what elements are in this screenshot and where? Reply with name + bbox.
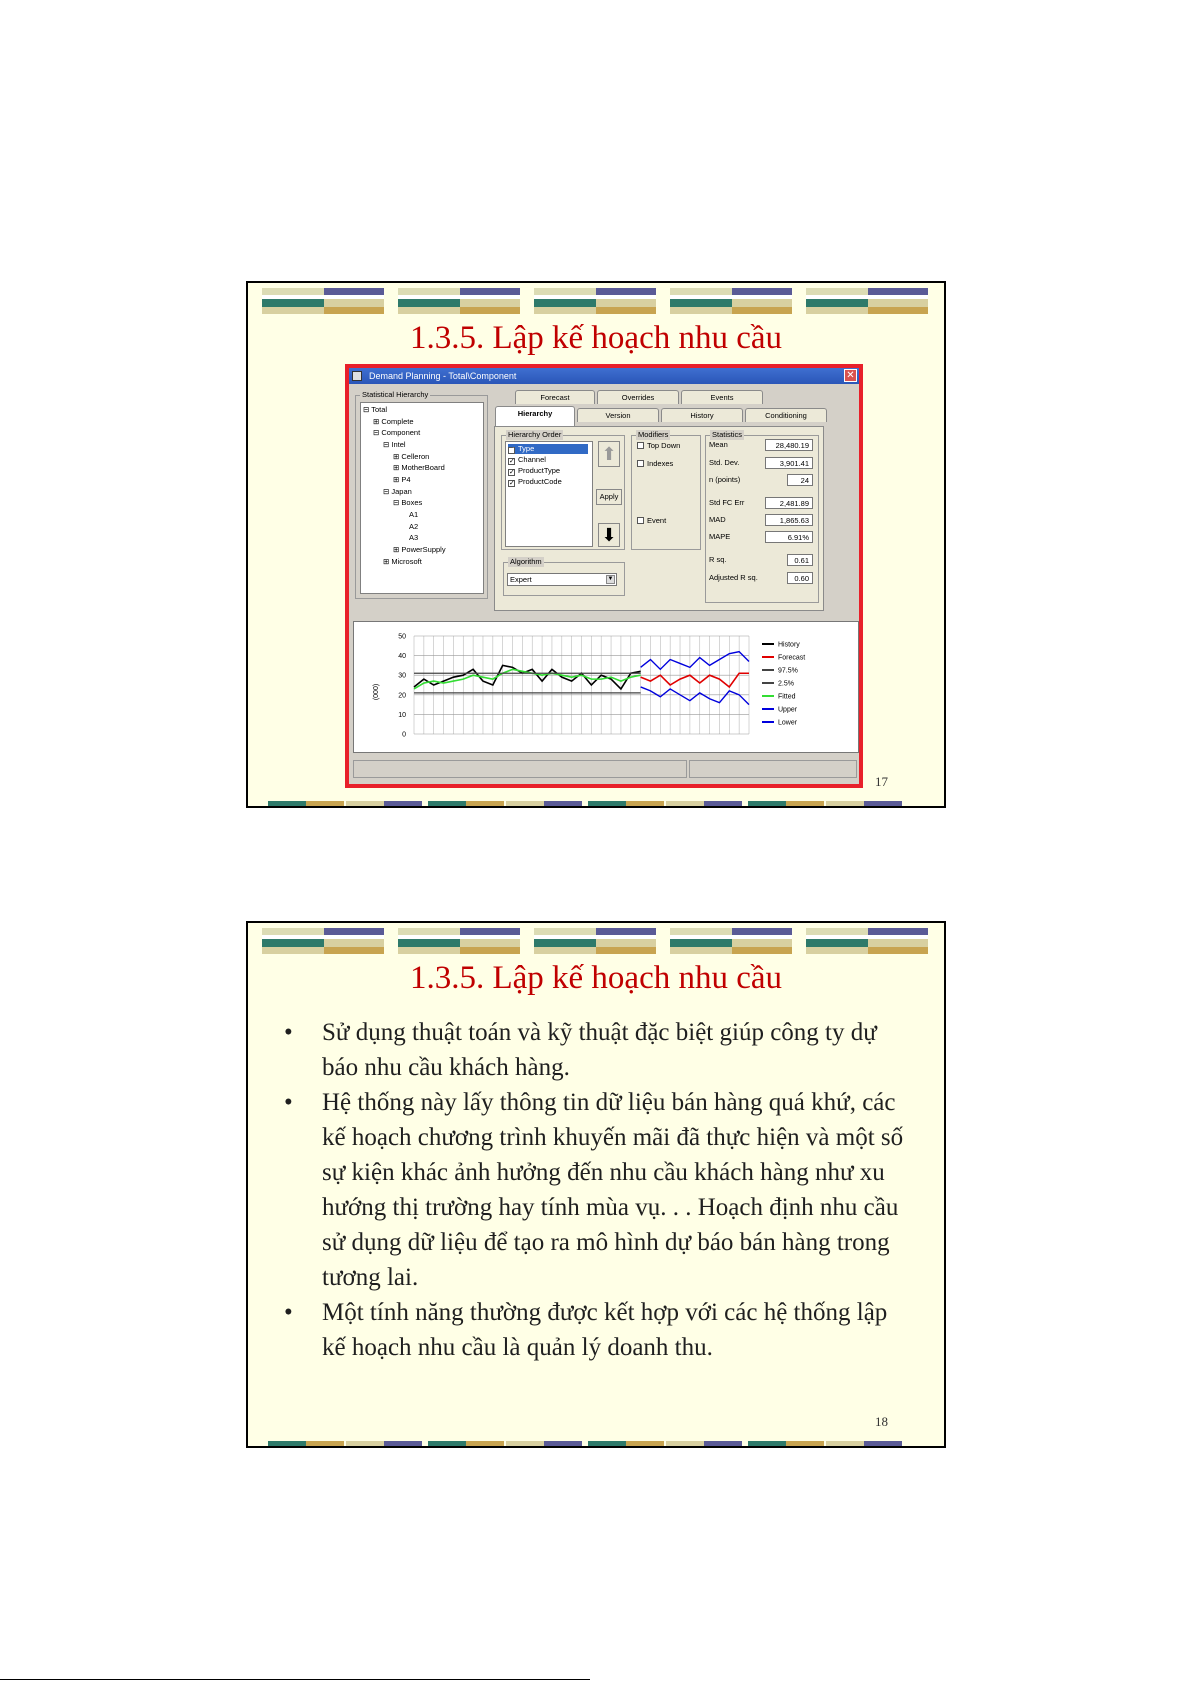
tree-item[interactable]: ⊞ MotherBoard xyxy=(393,463,445,472)
y-tick-label: 20 xyxy=(398,692,406,700)
series-line-lower xyxy=(641,687,749,705)
tree-item[interactable]: A3 xyxy=(409,533,419,542)
tree-item[interactable]: ⊟ Japan xyxy=(383,487,412,496)
tab-forecast[interactable]: Forecast xyxy=(515,390,595,404)
tree-item[interactable]: ⊞ Complete xyxy=(373,417,414,426)
minus-icon[interactable]: ⊟ xyxy=(383,487,390,496)
stat-value: 28,480.19 xyxy=(765,439,813,451)
y-tick-label: 0 xyxy=(402,731,406,739)
hierarchy-item-producttype[interactable]: ✓ ProductType xyxy=(509,466,561,476)
tab-events[interactable]: Events xyxy=(681,390,763,404)
stat-label: Adjusted R sq. xyxy=(709,573,758,582)
y-ticks xyxy=(398,634,406,739)
hierarchy-item-type[interactable]: ✓ Type xyxy=(508,444,588,454)
series-line-upper xyxy=(641,652,749,670)
decorative-bar-top xyxy=(262,928,932,956)
plus-icon[interactable]: ⊞ xyxy=(393,463,400,472)
chart-legend xyxy=(762,642,805,727)
decorative-bar-bottom xyxy=(268,1441,928,1446)
bullet-list xyxy=(274,1015,914,1365)
legend-label: 97.5% xyxy=(778,667,798,675)
minus-icon[interactable]: ⊟ xyxy=(383,440,390,449)
checkbox[interactable] xyxy=(637,442,644,449)
app-icon xyxy=(352,371,362,381)
y-tick-label: 30 xyxy=(398,672,406,680)
apply-button[interactable]: Apply xyxy=(596,489,622,505)
stat-value: 6.91% xyxy=(765,531,813,543)
tree-item[interactable]: ⊞ Celleron xyxy=(393,452,430,461)
tree-item[interactable]: ⊞ PowerSupply xyxy=(393,545,446,554)
hierarchy-item-channel[interactable]: ✓ Channel xyxy=(509,455,546,465)
group-label: Statistics xyxy=(712,430,743,439)
status-cell xyxy=(689,760,857,778)
tree-item[interactable]: A1 xyxy=(409,510,419,519)
stat-label: Std FC Err xyxy=(709,498,745,507)
stat-label: Std. Dev. xyxy=(709,458,740,467)
stat-value: 0.60 xyxy=(787,572,813,584)
slide-18 xyxy=(246,921,946,1448)
stat-value: 2,481.89 xyxy=(765,497,813,509)
minus-icon[interactable]: ⊟ xyxy=(393,498,400,507)
tab-conditioning[interactable]: Conditioning xyxy=(745,408,827,422)
chart-grid xyxy=(414,636,749,734)
bullet-item: • Hệ thống này lấy thông tin dữ liệu bán hàng quá khứ, các kế hoạch chương trình khuyến mãi đã thực hiện và một số sự kiện khác ảnh hưởng đến nhu cầu khách hàng như xu hướng thị trường hay tính mùa vụ. . . Hoạch định nhu cầu sử dụng dữ liệu để tạo ra mô hình dự báo bán hàng trong tương lai. xyxy=(274,1085,914,1295)
hierarchy-order-list[interactable] xyxy=(505,441,593,547)
legend-label: History xyxy=(778,641,800,649)
stat-value: 3,901.41 xyxy=(765,457,813,469)
chevron-down-icon[interactable]: ▼ xyxy=(607,576,614,582)
stat-label: n (points) xyxy=(709,475,741,484)
checkbox[interactable]: ✓ xyxy=(509,480,515,487)
tab-version[interactable]: Version xyxy=(577,408,659,422)
modifiers-group xyxy=(631,430,701,550)
y-tick-label: 40 xyxy=(398,653,406,661)
hierarchy-item-productcode[interactable]: ✓ ProductCode xyxy=(509,477,562,487)
demand-planning-window xyxy=(345,364,863,788)
group-label: Statistical Hierarchy xyxy=(362,390,429,399)
checkbox[interactable]: ✓ xyxy=(509,458,515,465)
slide-17 xyxy=(246,281,946,808)
legend-label: 2.5% xyxy=(778,680,794,688)
forecast-chart xyxy=(353,621,859,753)
tab-hierarchy[interactable]: Hierarchy xyxy=(495,406,575,426)
stat-label: MAPE xyxy=(709,532,731,541)
tree-item[interactable]: ⊟ Intel xyxy=(383,440,406,449)
series-line-history xyxy=(414,665,641,689)
tree-item[interactable]: ⊞ Microsoft xyxy=(383,557,422,566)
slide-title: 1.3.5. Lập kế hoạch nhu cầu xyxy=(409,960,783,996)
move-down-arrow-icon[interactable]: ⬇ xyxy=(598,523,620,547)
group-label: Modifiers xyxy=(638,430,669,439)
stat-label: R sq. xyxy=(709,555,727,564)
group-label: Algorithm xyxy=(510,557,542,566)
top-down-checkbox[interactable]: Top Down xyxy=(637,441,680,451)
stat-value: 1,865.63 xyxy=(765,514,813,526)
close-icon[interactable]: ✕ xyxy=(844,369,857,382)
checkbox[interactable] xyxy=(637,460,644,467)
legend-label: Lower xyxy=(778,719,798,727)
tab-overrides[interactable]: Overrides xyxy=(597,390,679,404)
legend-label: Upper xyxy=(778,706,798,714)
indexes-checkbox[interactable]: Indexes xyxy=(637,459,673,469)
tree-item[interactable]: ⊞ P4 xyxy=(393,475,411,484)
stat-value: 24 xyxy=(787,474,813,486)
bullet-item: • Một tính năng thường được kết hợp với các hệ thống lập kế hoạch nhu cầu là quản lý doanh thu. xyxy=(274,1295,914,1365)
chart-svg xyxy=(354,622,858,752)
stat-value: 0.61 xyxy=(787,554,813,566)
stat-label: Mean xyxy=(709,440,728,449)
plus-icon[interactable]: ⊞ xyxy=(393,452,400,461)
y-tick-label: 10 xyxy=(398,711,406,719)
decorative-bar-bottom xyxy=(268,801,928,806)
window-title: Demand Planning - Total\Component xyxy=(369,371,517,381)
page-number: 17 xyxy=(875,774,888,789)
tree-item[interactable]: ⊟ Boxes xyxy=(393,498,423,507)
tree-item[interactable]: ⊟ Component xyxy=(373,428,421,437)
page-number: 18 xyxy=(875,1414,888,1429)
plus-icon[interactable]: ⊞ xyxy=(373,417,380,426)
checkbox[interactable]: ✓ xyxy=(509,447,515,454)
legend-label: Fitted xyxy=(778,693,796,701)
plus-icon[interactable]: ⊞ xyxy=(393,475,400,484)
checkbox[interactable] xyxy=(637,517,644,524)
y-axis-label: (000) xyxy=(373,683,380,701)
minus-icon[interactable]: ⊟ xyxy=(373,428,380,437)
minus-icon[interactable]: ⊟ xyxy=(363,405,370,414)
move-up-arrow-icon[interactable]: ⬆ xyxy=(598,441,620,467)
bullet-item: • Sử dụng thuật toán và kỹ thuật đặc biệt giúp công ty dự báo nhu cầu khách hàng. xyxy=(274,1015,914,1085)
event-checkbox[interactable]: Event xyxy=(637,516,666,526)
footer-rule xyxy=(0,1679,590,1680)
y-tick-label: 50 xyxy=(398,633,406,641)
plus-icon[interactable]: ⊞ xyxy=(393,545,400,554)
legend-label: Forecast xyxy=(778,654,806,662)
status-cell xyxy=(353,760,687,778)
group-label: Hierarchy Order xyxy=(508,430,562,439)
algorithm-select[interactable]: Expert ▼ xyxy=(507,573,617,586)
tab-history[interactable]: History xyxy=(661,408,743,422)
checkbox[interactable]: ✓ xyxy=(509,469,515,476)
status-bar xyxy=(353,760,859,780)
plus-icon[interactable]: ⊞ xyxy=(383,557,390,566)
tree-item[interactable]: A2 xyxy=(409,522,419,531)
stat-label: MAD xyxy=(709,515,726,524)
slide-title: 1.3.5. Lập kế hoạch nhu cầu xyxy=(409,320,783,356)
tree-item[interactable]: ⊟ Total xyxy=(363,405,388,414)
window-titlebar xyxy=(349,368,859,384)
decorative-bar-top xyxy=(262,288,932,316)
hierarchy-tree[interactable] xyxy=(360,402,484,594)
hierarchy-panel xyxy=(494,426,824,611)
